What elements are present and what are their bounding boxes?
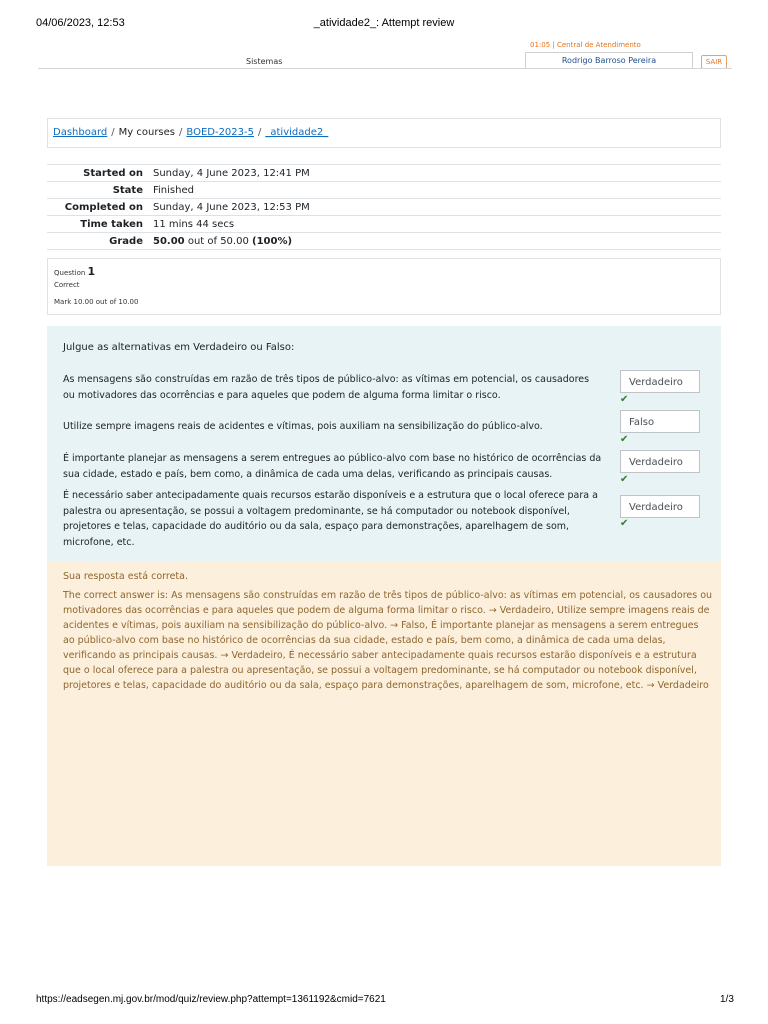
breadcrumb-separator: / [258, 127, 262, 138]
question-intro: Julgue as alternativas em Verdadeiro ou Falso: [63, 342, 295, 353]
statement-1: As mensagens são construídas em razão de três tipos de público-alvo: as vítimas em potencial, os causadores ou motivadores das ocorrências e para aqueles que podem de alguma forma limitar o risco. [63, 374, 590, 401]
breadcrumb-separator: / [111, 127, 115, 138]
summary-value: Finished [147, 182, 721, 199]
question-state: Correct [54, 281, 80, 289]
summary-value: 11 mins 44 secs [147, 216, 721, 233]
print-title: _atividade2_: Attempt review [313, 17, 455, 29]
question-label: Question [54, 269, 86, 277]
summary-row-state [47, 182, 721, 199]
summary-label: Grade [47, 233, 147, 250]
summary-row-grade [47, 233, 721, 250]
breadcrumb [47, 118, 721, 148]
check-icon: ✔ [620, 518, 629, 529]
breadcrumb-separator: / [179, 127, 183, 138]
check-icon: ✔ [620, 394, 629, 405]
breadcrumb-my-courses: My courses [118, 127, 176, 138]
summary-value: Sunday, 4 June 2023, 12:41 PM [147, 165, 721, 182]
summary-value [147, 233, 721, 250]
summary-row-started [47, 165, 721, 182]
summary-label: State [47, 182, 147, 199]
print-url: https://eadsegen.mj.gov.br/mod/quiz/review.php?attempt=1361192&cmid=7621 [36, 994, 386, 1005]
breadcrumb-course-link[interactable]: BOED-2023-5 [186, 127, 254, 138]
summary-row-time-taken [47, 216, 721, 233]
right-answer: The correct answer is: As mensagens são construídas em razão de três tipos de público-alvo: as vítimas em potencial, os causadores ou motivadores das ocorrências e para aqueles que podem de alguma forma limitar o risco. → Verdadeiro, Utilize sempre imagens reais de acidentes e vítimas, pois auxiliam na sensibilização do público-alvo. → Falso, É importante planejar as mensagens a serem entregues ao público-alvo com base no histórico de ocorrências da sua cidade, estado e país, bem como, a dinâmica de cada uma delas, verificando as principais causas. → Verdadeiro, É necessário saber antecipadamente quais recursos estarão disponíveis e a estrutura que o local oferece para a palestra ou apresentação, se possui a voltagem predominante, se há computador ou notebook disponível, projetores e telas, capacidade do auditório ou da sala, espaço para demonstrações, aparelhagem de som, microfone, etc. → Verdadeiro [63, 590, 713, 691]
summary-row-completed [47, 199, 721, 216]
question-info [47, 258, 721, 315]
summary-label: Started on [47, 165, 147, 182]
feedback-status: Sua resposta está correta. [63, 571, 188, 582]
question-number-value: 1 [87, 265, 96, 278]
grade-percent: (100%) [252, 235, 293, 247]
grade-score: 50.00 [153, 235, 185, 247]
answer-select-4[interactable]: Verdadeiro [620, 495, 700, 518]
summary-value: Sunday, 4 June 2023, 12:53 PM [147, 199, 721, 216]
question-mark: Mark 10.00 out of 10.00 [54, 298, 139, 306]
answer-select-2[interactable]: Falso [620, 410, 700, 433]
attempt-summary-table [47, 164, 721, 250]
user-name[interactable]: Rodrigo Barroso Pereira [525, 52, 693, 69]
check-icon: ✔ [620, 474, 629, 485]
breadcrumb-activity-link[interactable]: _atividade2_ [265, 127, 329, 138]
check-icon: ✔ [620, 434, 629, 445]
header-divider [38, 68, 732, 69]
question-number [54, 265, 95, 278]
grade-out-of: out of 50.00 [184, 235, 252, 247]
summary-label: Completed on [47, 199, 147, 216]
systems-menu[interactable]: Sistemas [246, 57, 283, 66]
answer-select-1[interactable]: Verdadeiro [620, 370, 700, 393]
statement-4: É necessário saber antecipadamente quais recursos estarão disponíveis e a estrutura que o local oferece para a palestra ou apresentação, se possui a voltagem predominante, se há computador ou notebook disponível, projetores e telas, capacidade do auditório ou da sala, espaço para demonstrações, aparelhagem de som, microfone, etc. [63, 490, 598, 548]
statement-2: Utilize sempre imagens reais de acidentes e vítimas, pois auxiliam na sensibilização do público-alvo. [63, 421, 543, 432]
print-page-number: 1/3 [720, 994, 734, 1005]
summary-label: Time taken [47, 216, 147, 233]
logout-button[interactable]: SAIR [701, 55, 727, 69]
statement-3: É importante planejar as mensagens a serem entregues ao público-alvo com base no histórico de ocorrências da sua cidade, estado e país, bem como, a dinâmica de cada uma delas, verificando as principais causas. [63, 453, 602, 480]
breadcrumb-dashboard-link[interactable]: Dashboard [53, 127, 108, 138]
print-date: 04/06/2023, 12:53 [36, 17, 125, 29]
answer-select-3[interactable]: Verdadeiro [620, 450, 700, 473]
help-center-link[interactable]: 01:05 | Central de Atendimento [530, 41, 641, 49]
